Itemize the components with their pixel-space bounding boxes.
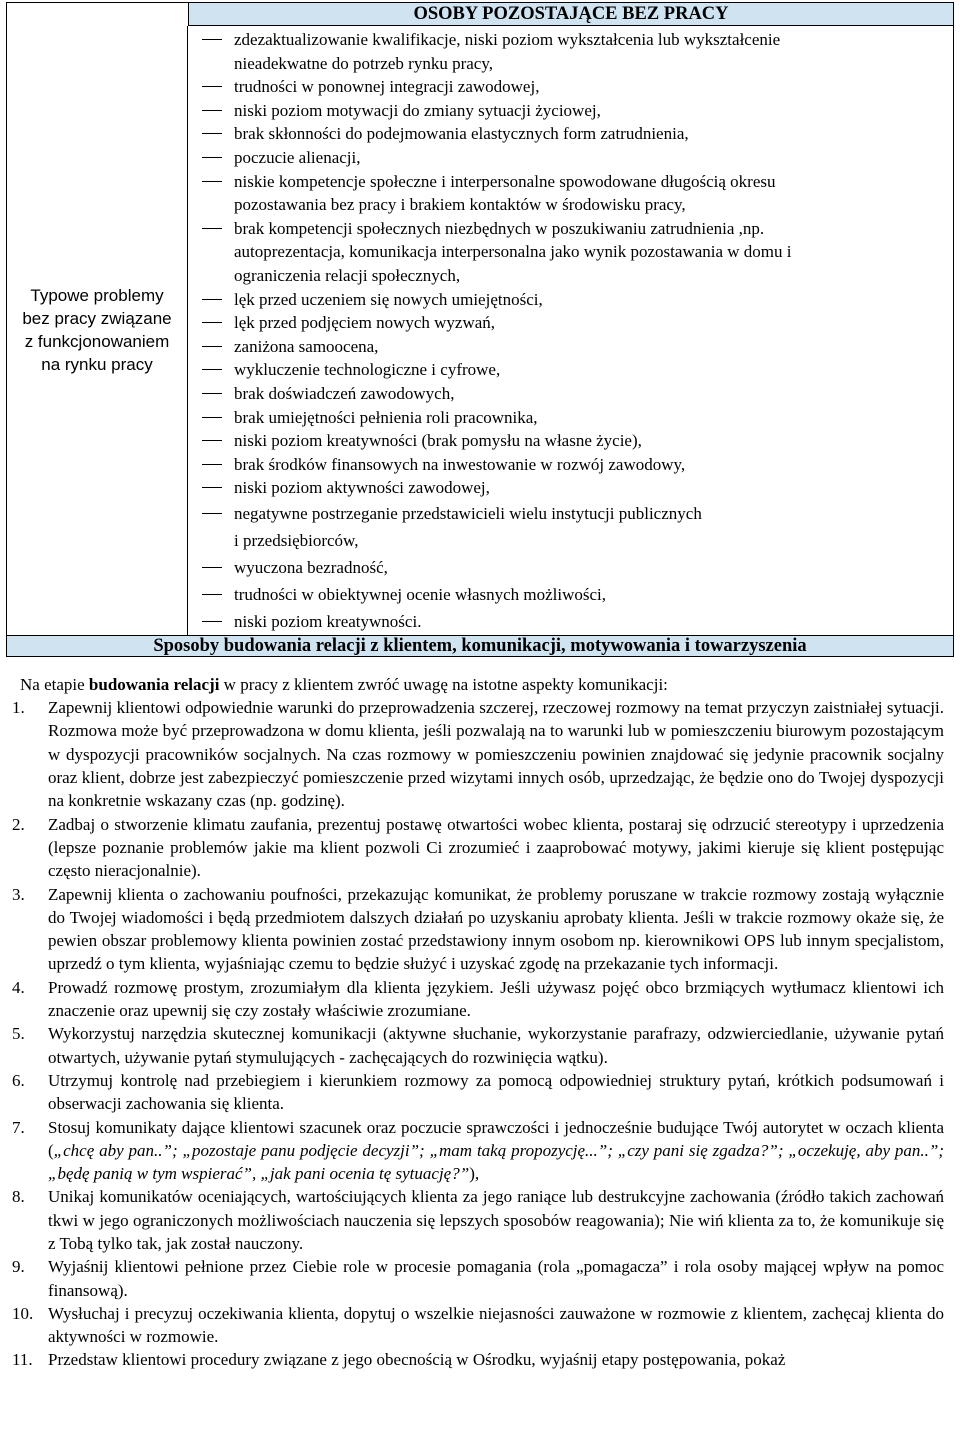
intro-suffix: w pracy z klientem zwróć uwagę na istotne aspekty komunikacji: [223,674,668,694]
dash-bullet-icon [202,393,222,394]
step-text: Unikaj komunikatów oceniających, wartościujących klienta za jego raniące lub destrukcyjne zachowania (źródło takich zachowań tkwi w jego ograniczonych możliwościach nauczenia się lepszych sposobów reagowania); Nie wiń klienta za to, że komunikuje się z Tobą tylko tak, jak został nauczony. [48,1187,944,1253]
item-line: nieadekwatne do potrzeb rynku pracy, [234,53,493,73]
dash-bullet-icon [202,567,222,568]
item-line: i przedsiębiorców, [234,530,359,550]
left-label-line: Typowe problemy [30,286,164,306]
step-text: „chcę aby pan..”; „pozostaje panu podjęcie decyzji”; „mam taką propozycję...”; „czy pani się zgadza?”; „oczekuję, aby pan..”; „będę panią w tym wspierać”, „jak pani ocenia tę sytuację?” [48,1140,944,1184]
step-number: 2. [12,814,25,834]
item-line: brak środków finansowych na inwestowanie w rozwój zawodowy, [234,454,686,474]
dash-bullet-icon [202,133,222,134]
step-item [6,813,954,883]
step-number: 7. [12,1117,25,1137]
item-line: poczucie alienacji, [234,147,361,167]
item-line: brak skłonności do podejmowania elastycznych form zatrudnienia, [234,124,689,144]
step-number: 4. [12,977,25,997]
item-line: wyuczona bezradność, [234,557,388,577]
list-item [188,382,953,406]
step-number: 3. [12,884,25,904]
dash-bullet-icon [202,322,222,323]
item-line: zaniżona samoocena, [234,336,379,356]
problems-list [188,26,953,635]
step-item [6,696,954,812]
list-item [188,146,953,170]
item-line: brak kompetencji społecznych niezbędnych w poszukiwaniu zatrudnienia ,np. [234,218,765,238]
list-item [188,554,953,581]
step-text: Wyjaśnij klientowi pełnione przez Ciebie role w procesie pomagania (rola „pomagacza” i rola osoby mającej wpływ na pomoc finansową). [48,1257,944,1300]
dash-bullet-icon [202,594,222,595]
intro-prefix: Na etapie [20,674,85,694]
step-number: 5. [12,1024,25,1044]
list-item [188,429,953,453]
step-item [6,1185,954,1255]
step-text: ), [469,1164,480,1184]
step-text: Wykorzystuj narzędzia skutecznej komunikacji (aktywne słuchanie, wykorzystanie parafrazy, odzwierciedlanie, używanie pytań otwartych, używanie pytań stymulujących - zachęcających do rozwinięcia wątku). [48,1024,944,1067]
list-item [188,476,953,500]
list-item [188,311,953,335]
step-text: Zapewnij klientowi odpowiednie warunki do przeprowadzenia szczerej, rzeczowej rozmowy na temat przyczyn zaistniałej sytuacji. Rozmowa może być przeprowadzona w domu klienta, jeśli pozwalają na to warunki lub w pomieszczeniu biurowym pozostającym w dyspozycji pracowników socjalnych. Na czas rozmowy w pomieszczeniu powinien znajdować się jedynie pracownik socjalny oraz klient, dobrze jest zabezpieczyć pomieszczenie przed wizytami innych osób, uprzedzając, że będzie ono do Twojej dyspozycji na konkretnie wskazany czas (np. godzinę). [48,698,944,811]
list-item [188,217,953,288]
step-item [6,976,954,1023]
list-item [188,406,953,430]
dash-bullet-icon [202,110,222,111]
dash-bullet-icon [202,181,222,182]
item-line: niski poziom kreatywności (brak pomysłu na własne życie), [234,431,642,451]
dash-bullet-icon [202,346,222,347]
step-number: 8. [12,1187,25,1207]
table-row [7,26,953,635]
table-header: OSOBY POZOSTAJĄCE BEZ PRACY [188,3,953,26]
list-item [188,453,953,477]
list-item [188,581,953,608]
item-line: trudności w ponownej integracji zawodowej, [234,77,540,97]
dash-bullet-icon [202,487,222,488]
dash-bullet-icon [202,513,222,514]
item-line: lęk przed podjęciem nowych wyzwań, [234,313,496,333]
problems-table [6,2,954,635]
item-line: wykluczenie technologiczne i cyfrowe, [234,360,501,380]
step-text: Wysłuchaj i precyzuj oczekiwania klienta, dopytuj o wszelkie niejasności zauważone w rozmowie z klientem, zachęcaj klienta do aktywności w rozmowie. [48,1303,944,1347]
step-text: Utrzymuj kontrolę nad przebiegiem i kierunkiem rozmowy za pomocą odpowiedniej struktury pytań, krótkich podsumowań i obserwacji zachowania się klienta. [48,1070,944,1114]
step-number: 1. [12,698,25,718]
item-line: brak umiejętności pełnienia roli pracownika, [234,407,538,427]
step-text: Przedstaw klientowi procedury związane z jego obecnością w Ośrodku, wyjaśnij etapy postępowania, pokaż [48,1350,786,1370]
step-item [6,1302,954,1349]
item-line: zdezaktualizowanie kwalifikacje, niski poziom wykształcenia lub wykształcenie [234,30,781,49]
item-line: lęk przed uczeniem się nowych umiejętności, [234,289,543,309]
dash-bullet-icon [202,369,222,370]
step-item [6,883,954,976]
step-number: 10. [12,1303,34,1323]
dash-bullet-icon [202,417,222,418]
dash-bullet-icon [202,228,222,229]
step-item [6,1348,954,1371]
item-line: negatywne postrzeganie przedstawicieli wielu instytucji publicznych [234,503,702,523]
left-label-line: na rynku pracy [41,355,153,375]
list-item [188,28,953,75]
step-item [6,1116,954,1186]
step-text: Stosuj komunikaty dające klientowi szacunek oraz poczucie sprawczości i jednocześnie budujące Twój autorytet w oczach klienta ( [48,1117,944,1160]
item-line: ograniczenia relacji społecznych, [234,265,461,285]
dash-bullet-icon [202,86,222,87]
dash-bullet-icon [202,621,222,622]
intro-paragraph [6,673,954,696]
list-item [188,608,953,635]
item-line: niskie kompetencje społeczne i interpersonalne spowodowane długością okresu [234,171,776,191]
list-item [188,170,953,217]
document-page [6,2,954,1372]
list-item [188,288,953,312]
section-band: Sposoby budowania relacji z klientem, komunikacji, motywowania i towarzyszenia [6,635,954,657]
step-item [6,1069,954,1116]
step-text: Zapewnij klienta o zachowaniu poufności, przekazując komunikat, że problemy poruszane w trakcie rozmowy zostają wyłącznie do Twojej wiadomości i będą przedmiotem dalszych działań po uzyskaniu aprobaty klienta. Jeśli w trakcie rozmowy okaże się, że pewien obszar problemowy klienta powinien zostać przedstawiony innym osobom np. kierownikowi OPS lub innym specjalistom, uprzedź o tym klienta, wyjaśniając czemu to będzie służyć i uzyskać zgodę na przekazanie tych informacji. [48,884,944,974]
list-item [188,358,953,382]
item-line: autoprezentacja, komunikacja interpersonalna jako wynik pozostawania w domu i [234,242,792,262]
item-line: brak doświadczeń zawodowych, [234,383,455,403]
step-number: 9. [12,1257,25,1277]
dash-bullet-icon [202,464,222,465]
dash-bullet-icon [202,157,222,158]
dash-bullet-icon [202,299,222,300]
list-item [188,122,953,146]
left-label-cell [7,26,188,635]
dash-bullet-icon [202,39,222,40]
left-label-line: z funkcjonowaniem [24,332,170,352]
list-item [188,75,953,99]
step-text: Zadbaj o stworzenie klimatu zaufania, prezentuj postawę otwartości wobec klienta, postaraj się odrzucić stereotypy i uprzedzenia (lepsze poznanie problemów jakie ma klient pozwoli Ci zrozumieć i zaaprobować motywy, jakimi kieruje się klient postępując często nieracjonalnie). [48,814,944,881]
step-item [6,1022,954,1069]
intro-bold: budowania relacji [88,674,220,694]
list-item [188,500,953,554]
step-text: Prowadź rozmowę prostym, zrozumiałym dla klienta językiem. Jeśli używasz pojęć obco brzmiących wytłumacz klientowi ich znaczenie oraz upewnij się czy zostały właściwie zrozumiane. [48,977,944,1021]
item-line: trudności w obiektywnej ocenie własnych możliwości, [234,584,607,604]
dash-bullet-icon [202,440,222,441]
left-label-line: bez pracy związane [22,309,172,329]
item-line: niski poziom aktywności zawodowej, [234,478,490,498]
item-line: pozostawania bez pracy i brakiem kontaktów w środowisku pracy, [234,195,686,215]
steps-list [6,696,954,1372]
step-number: 11. [12,1350,33,1370]
item-line: niski poziom motywacji do zmiany sytuacji życiowej, [234,100,601,120]
left-label [22,284,171,376]
step-number: 6. [12,1070,25,1090]
item-line: niski poziom kreatywności. [234,611,422,631]
list-item [188,335,953,359]
list-item [188,99,953,123]
step-item [6,1255,954,1302]
